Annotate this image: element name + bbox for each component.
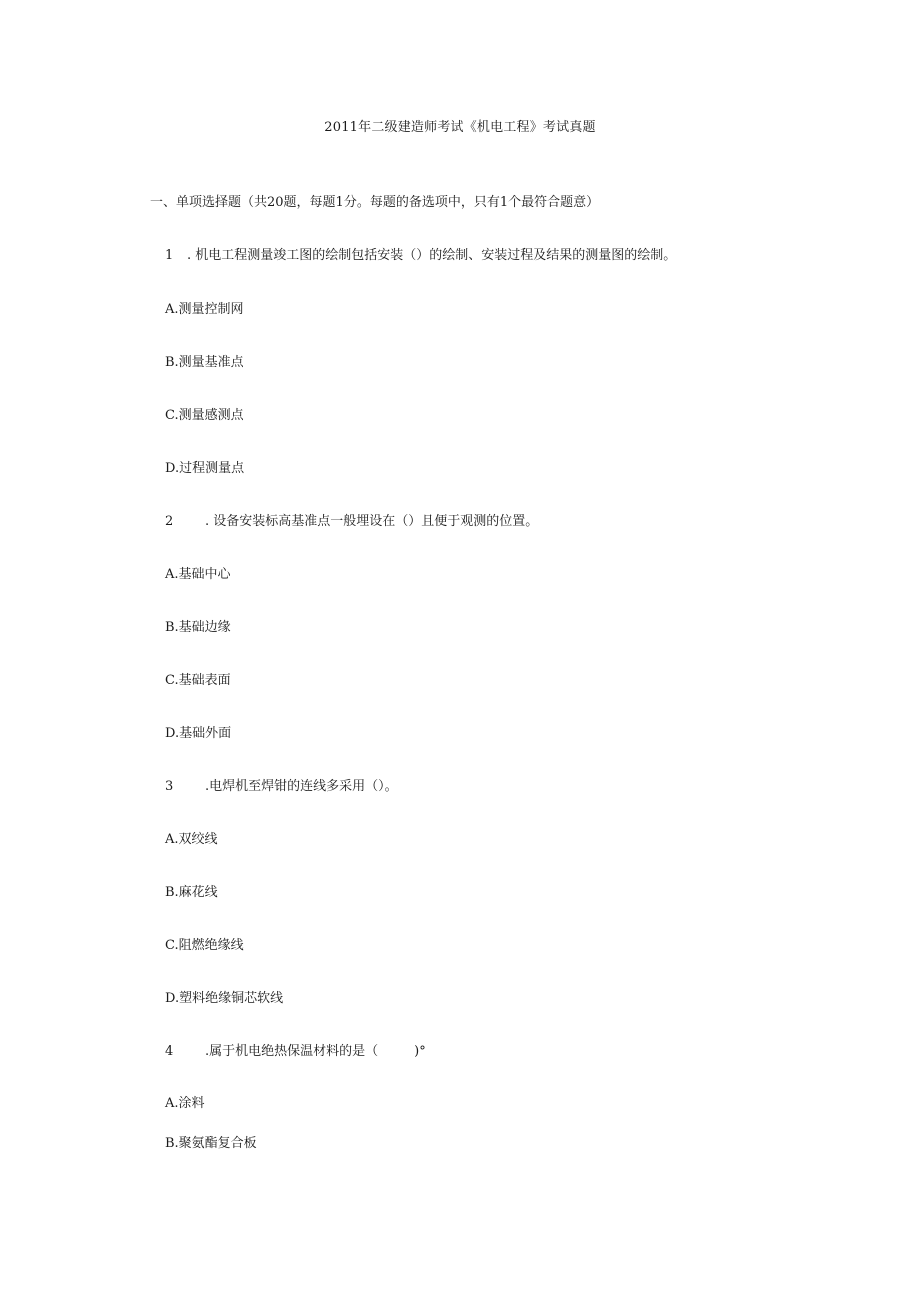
question-1 xyxy=(165,244,676,263)
question-text-end: )° xyxy=(414,1044,426,1059)
option-2a: A.基础中心 xyxy=(165,567,231,582)
option-2c: C.基础表面 xyxy=(165,673,231,688)
option-2b: B.基础边缘 xyxy=(165,620,231,635)
section-heading: 一、单项选择题（共20题，每题1分。每题的备选项中，只有1个最符合题意） xyxy=(150,195,600,210)
option-2d: D.基础外面 xyxy=(165,726,232,741)
option-1b: B.测量基准点 xyxy=(165,355,244,370)
question-3 xyxy=(165,775,398,794)
option-3c: C.阻燃绝缘线 xyxy=(165,938,244,953)
option-4b: B.聚氨酯复合板 xyxy=(165,1136,257,1151)
option-3d: D.塑料绝缘铜芯软线 xyxy=(165,991,284,1006)
question-number: 1 xyxy=(165,248,174,263)
question-number: 3 xyxy=(165,779,174,794)
document-title: 2011年二级建造师考试《机电工程》考试真题 xyxy=(324,120,596,135)
option-3b: B.麻花线 xyxy=(165,885,218,900)
option-3a: A.双绞线 xyxy=(165,832,218,847)
option-1a: A.测量控制网 xyxy=(165,302,244,317)
option-4a: A.涂料 xyxy=(165,1096,205,1111)
question-text: .属于机电绝热保温材料的是（ xyxy=(205,1044,379,1059)
question-number: 4 xyxy=(165,1044,174,1059)
option-1d: D.过程测量点 xyxy=(165,461,245,476)
question-text: .电焊机至焊钳的连线多采用（）。 xyxy=(205,779,398,794)
option-1c: C.测量感测点 xyxy=(165,408,244,423)
question-4 xyxy=(165,1040,426,1059)
question-2 xyxy=(165,510,538,529)
question-number: 2 xyxy=(165,514,174,529)
question-text: . 设备安装标高基准点一般埋设在（）且便于观测的位置。 xyxy=(205,514,539,529)
question-text: . 机电工程测量竣工图的绘制包括安装（）的绘制、安装过程及结果的测量图的绘制。 xyxy=(187,248,677,263)
